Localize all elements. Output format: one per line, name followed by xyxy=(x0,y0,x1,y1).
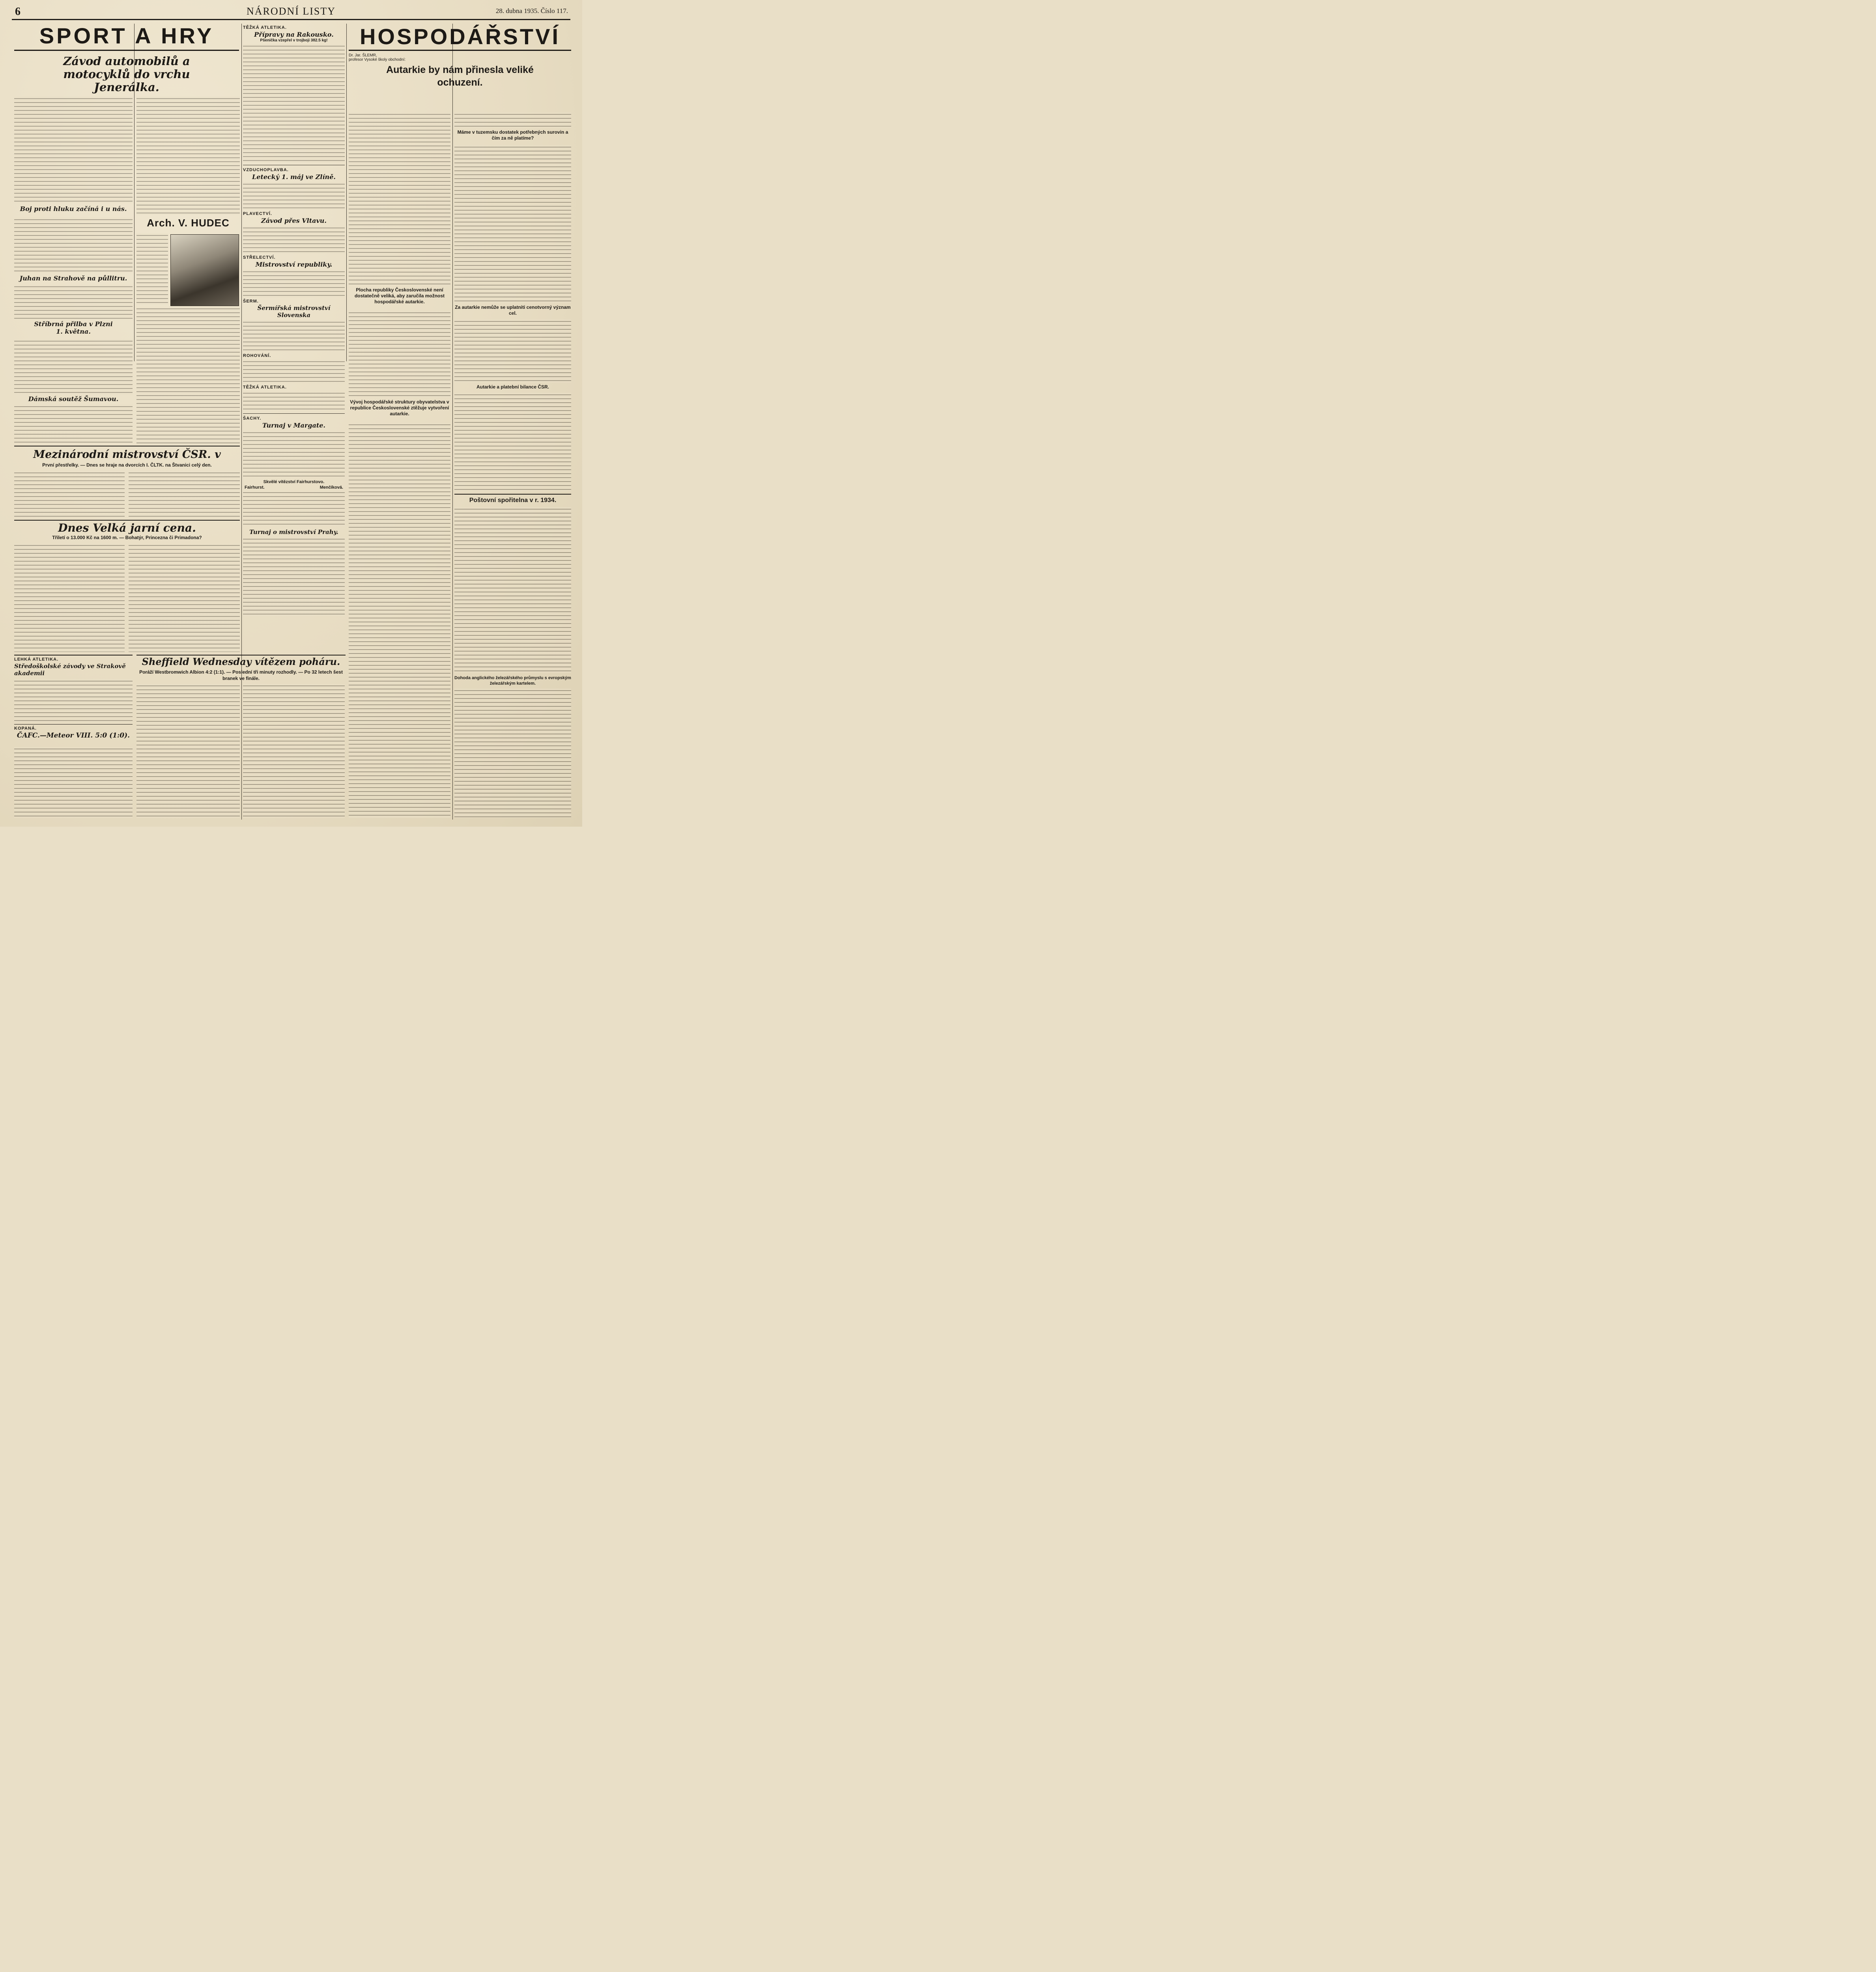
article-body xyxy=(14,285,133,319)
page-header xyxy=(12,4,570,20)
article-headline-wrap xyxy=(454,494,571,506)
section-title-economy: HOSPODÁŘSTVÍ xyxy=(349,24,571,51)
headline-zlin: Letecký 1. máj ve Zlíně. xyxy=(252,173,336,181)
article-headline-wrap xyxy=(14,395,133,405)
article-body xyxy=(243,391,345,411)
article-body xyxy=(243,431,345,478)
kicker-plavectvi: PLAVECTVÍ. xyxy=(243,211,272,216)
article-subheadline-wrap xyxy=(454,304,571,318)
kicker-rohovani: ROHOVÁNÍ. xyxy=(243,353,271,358)
article-subheadline-wrap xyxy=(454,129,571,144)
article-body xyxy=(129,471,240,518)
article-body xyxy=(454,319,571,383)
headline-rakousko: Přípravy na Rakousko. xyxy=(254,31,334,38)
article-subheadline-wrap xyxy=(14,535,240,543)
author-name: Dr. Jar. ŠLEMR, xyxy=(349,53,377,58)
article-body xyxy=(243,537,345,616)
masthead: NÁRODNÍ LISTY xyxy=(246,6,336,17)
headline-tenis: Mezinárodní mistrovství ČSR. v xyxy=(33,448,221,461)
subheadline-sheffield: Poráží Westbromwich Albion 4:2 (1:1). — Poslední tři minuty rozhodly. — Po 32 letech šest branek ve finále. xyxy=(139,669,343,681)
article-body xyxy=(243,270,345,297)
chess-white: Fairhurst. xyxy=(245,485,265,490)
article-headline-wrap xyxy=(14,205,133,217)
headline-damska: Dámská soutěž Šumavou. xyxy=(28,395,119,403)
article-body xyxy=(243,182,345,210)
article-headline-wrap xyxy=(136,655,346,669)
portrait-photo xyxy=(170,234,239,306)
article-body xyxy=(14,543,125,652)
kicker-vzducho: VZDUCHOPLAVBA. xyxy=(243,168,289,172)
newspaper-page xyxy=(0,0,582,827)
kicker-kopana: KOPANÁ. xyxy=(14,726,37,731)
headline-hudec: Arch. V. HUDEC xyxy=(147,217,230,229)
subheadline-cla: Za autarkie nemůže se uplatniti cenotvorný význam cel. xyxy=(455,304,571,316)
article-body xyxy=(243,44,345,162)
headline-postovni: Poštovní spořitelna v r. 1934. xyxy=(469,497,557,504)
section-title-sport: SPORT A HRY xyxy=(14,24,239,51)
subheadline-tenis: První přestřelky. — Dnes se hraje na dvorcích I. ČLTK. na Štvanici celý den. xyxy=(42,462,212,468)
author-role: profesor Vysoké školy obchodní: xyxy=(349,58,406,62)
subheadline-dostihy: Třiletí o 13.000 Kč na 1600 m. — Bohatýr, Princezna či Primadona? xyxy=(52,535,202,540)
headline-margate: Turnaj v Margate. xyxy=(262,422,325,429)
article-body xyxy=(243,320,345,352)
article-body xyxy=(14,747,133,818)
headline-kopana: ČAFC.—Meteor VIII. 5:0 (1:0). xyxy=(17,732,130,740)
subheadline-suroviny: Máme v tuzemsku dostatek potřebných surovin a čím za ně platíme? xyxy=(457,129,568,141)
article-headline-wrap xyxy=(14,724,133,747)
article-headline-wrap xyxy=(14,520,240,535)
article-body xyxy=(14,339,133,394)
article-body xyxy=(136,97,240,215)
article-headline-wrap xyxy=(14,446,240,462)
subheadline-rakousko: Pšenička vzepřel v trojboji 382.5 kg! xyxy=(260,38,328,43)
headline-dostihy: Dnes Velká jarní cena. xyxy=(58,521,196,534)
article-body xyxy=(14,97,133,203)
headline-praha: Turnaj o mistrovství Prahy. xyxy=(249,528,338,536)
kicker-lehka: LEHKÁ ATLETIKA. xyxy=(14,657,59,662)
article-body xyxy=(454,393,571,491)
article-headline-wrap xyxy=(14,320,133,338)
column-rule xyxy=(346,24,347,361)
article-body xyxy=(243,684,345,818)
kicker-strelectvi: STŘELECTVÍ. xyxy=(243,255,276,260)
chess-players xyxy=(245,485,343,490)
headline-jeneralka: Závod automobilů a motocyklů do vrchu Jenerálka. xyxy=(63,54,190,94)
headline-hluk: Boj proti hluku začíná i u nás. xyxy=(20,205,127,213)
article-body xyxy=(136,684,240,818)
article-body xyxy=(454,112,571,128)
chess-black: Menčíková. xyxy=(320,485,343,490)
article-body xyxy=(14,679,133,723)
column-rule xyxy=(452,24,453,820)
kicker-serm: ŠERM. xyxy=(243,299,259,304)
article-subheadline-wrap xyxy=(454,384,571,392)
headline-lehka: Středoškolské závody ve Strakově akademii xyxy=(14,663,126,677)
article-body xyxy=(129,543,240,652)
subheadline-plocha: Plocha republiky Československé není dostatečně veliká, aby zaručila možnost hospodářské autarkie. xyxy=(354,287,445,304)
article-body xyxy=(14,405,133,444)
column-rule xyxy=(241,24,242,820)
kicker-tezka2: TĚŽKÁ ATLETIKA. xyxy=(243,385,287,390)
subheadline-vyvoj: Vývoj hospodářské struktury obyvatelstva v republice Československé ztěžuje vytvoření autarkie. xyxy=(350,399,449,416)
headline-prilba: Stříbrná přilba v Plzni 1. května. xyxy=(34,320,113,335)
article-body xyxy=(454,145,571,303)
column-sport-briefs xyxy=(243,24,345,653)
headline-autarkie: Autarkie by nám přinesla veliké ochuzení. xyxy=(386,64,534,88)
sport-header-block xyxy=(14,24,239,95)
article-body xyxy=(454,689,571,818)
headline-juhan: Juhan na Strahově na půllitru. xyxy=(19,275,127,282)
chess-game-title: Skvělé vítězství Fairhurstovo. xyxy=(263,480,325,484)
headline-serm: Šermířská mistrovství Slovenska xyxy=(257,304,331,319)
headline-strelectvi: Mistrovství republiky. xyxy=(255,261,333,268)
article-headline-wrap xyxy=(136,217,240,233)
article-body xyxy=(349,423,450,818)
article-body xyxy=(14,218,133,273)
article-body xyxy=(243,360,345,383)
article-body xyxy=(14,471,125,518)
subheadline-dohoda: Dohoda anglického železářského průmyslu s evropským železářským kartelem. xyxy=(454,676,571,686)
article-body xyxy=(349,112,450,286)
page-number: 6 xyxy=(15,6,21,18)
chess-moves xyxy=(243,491,345,526)
subheadline-bilance: Autarkie a platební bilance ČSR. xyxy=(476,384,549,390)
article-subheadline-wrap xyxy=(136,669,346,682)
article-headline-wrap xyxy=(14,655,133,679)
article-body xyxy=(454,507,571,673)
kicker-tezka: TĚŽKÁ ATLETIKA. xyxy=(243,25,287,30)
article-subheadline-wrap xyxy=(349,287,450,309)
economy-header-block xyxy=(349,24,571,108)
article-body xyxy=(243,226,345,254)
article-headline-wrap xyxy=(14,275,133,285)
article-subheadline-wrap xyxy=(14,462,240,470)
headline-vltava: Závod přes Vltavu. xyxy=(261,217,327,224)
article-subheadline-wrap xyxy=(349,399,450,421)
article-body xyxy=(349,311,450,398)
article-body xyxy=(136,307,240,445)
article-subheadline-wrap xyxy=(454,675,571,687)
headline-sheffield: Sheffield Wednesday vítězem poháru. xyxy=(142,656,340,667)
issue-date: 28. dubna 1935. Číslo 117. xyxy=(495,7,568,15)
article-body xyxy=(136,233,168,304)
kicker-sachy: ŠACHY. xyxy=(243,416,262,421)
